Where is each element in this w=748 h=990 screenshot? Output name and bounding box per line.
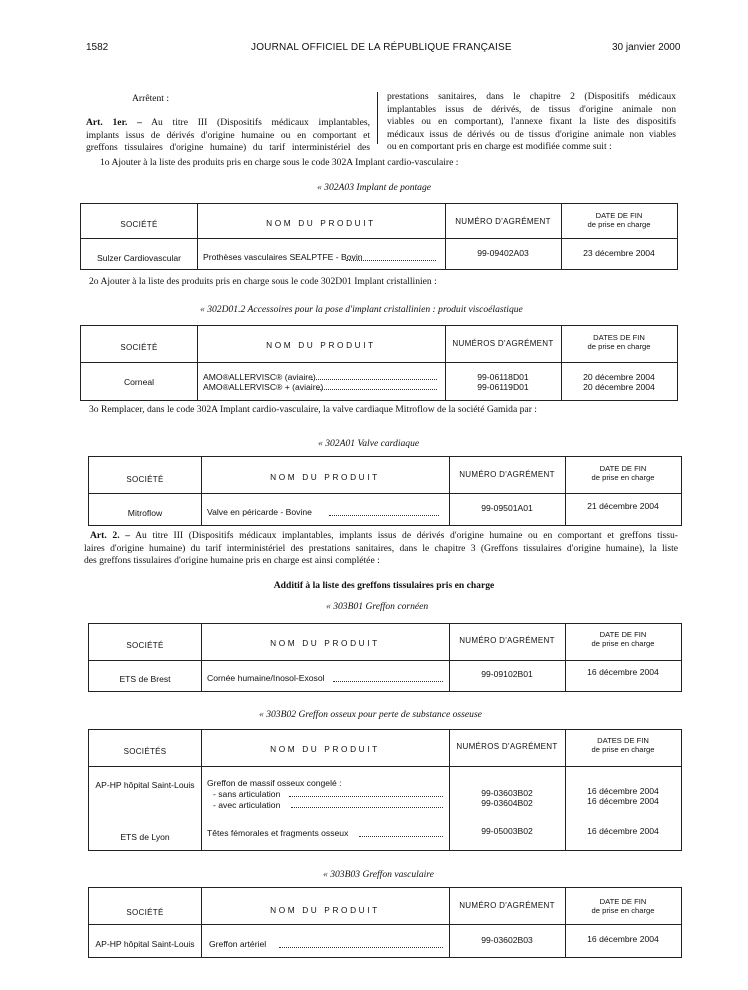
cell-date: 16 décembre 2004	[587, 667, 659, 677]
section1-instruction: 1o Ajouter à la liste des produits pris en charge sous le code 302A Implant cardio-vasculaire :	[100, 157, 459, 168]
table-302d01	[80, 325, 678, 401]
column-divider	[377, 92, 378, 144]
col-header-date	[565, 737, 681, 754]
art1-label: Art. 1er. –	[86, 117, 142, 128]
cell-numero: 99-03603B02	[481, 788, 533, 798]
art1-line	[86, 117, 370, 130]
col-header-societe: SOCIÉTÉ	[120, 343, 158, 352]
leader-dots	[291, 807, 443, 808]
col-header-numero: NUMÉRO D'AGRÉMENT	[459, 901, 555, 910]
additif-title: Additif à la liste des greffons tissulaires pris en charge	[273, 580, 495, 591]
col-header-societe: SOCIÉTÉS	[123, 747, 167, 756]
cell-date: 16 décembre 2004	[587, 826, 659, 836]
section2-code-title: « 302D01.2 Accessoires pour la pose d'implant cristallinien : produit viscoélastique	[200, 304, 523, 315]
cell-produit: Greffon artériel	[209, 939, 267, 949]
cell-numero: 99-09402A03	[477, 248, 529, 258]
leader-dots	[289, 796, 443, 797]
col-header-date	[565, 631, 681, 648]
col-header-numero: NUMÉRO D'AGRÉMENT	[459, 636, 555, 645]
leader-dots	[359, 836, 443, 837]
cell-societe: ETS de Lyon	[120, 832, 170, 842]
cell-produit-title: Greffon de massif osseux congelé :	[207, 778, 342, 788]
table-303b03	[88, 887, 682, 958]
cell-numero: 99-09501A01	[481, 503, 533, 513]
section4-code-title: « 303B01 Greffon cornéen	[326, 601, 429, 612]
col-header-nom: NOM DU PRODUIT	[266, 218, 376, 228]
art2-paragraph	[84, 530, 678, 568]
col-header-nom: NOM DU PRODUIT	[270, 472, 380, 482]
art2-label: Art. 2. –	[90, 530, 131, 541]
col-header-numero: NUMÉROS D'AGRÉMENT	[456, 742, 558, 751]
art1-line: viables ou en comportant), l'annexe fixant la liste des dispositifs	[387, 116, 676, 127]
col-header-date-line1: DATES DE FIN	[597, 736, 649, 745]
section3-instruction: 3o Remplacer, dans le code 302A Implant cardio-vasculaire, la valve cardiaque Mitroflow de la société Gamida par :	[89, 404, 537, 415]
art1-line: implants issus de dérivés d'origine humaine ou en comportant et	[86, 129, 370, 141]
leader-dots	[311, 379, 437, 380]
journal-title: JOURNAL OFFICIEL DE LA RÉPUBLIQUE FRANÇAISE	[251, 42, 512, 53]
col-header-nom: NOM DU PRODUIT	[270, 744, 380, 754]
art1-line: ou en comportant pris en charge est modifiée comme suit :	[387, 141, 612, 152]
cell-societe: ETS de Brest	[119, 674, 171, 684]
col-header-societe: SOCIÉTÉ	[126, 475, 164, 484]
cell-produit: - avec articulation	[213, 800, 281, 810]
table-302a01	[88, 456, 682, 526]
section1-code-title: « 302A03 Implant de pontage	[316, 182, 432, 193]
col-header-date-line2: de prise en charge	[591, 472, 655, 482]
col-header-nom: NOM DU PRODUIT	[270, 638, 380, 648]
col-header-date-line2: de prise en charge	[591, 638, 655, 648]
art1-left-column	[86, 117, 370, 155]
leader-dots	[346, 260, 436, 261]
col-header-numero: NUMÉRO D'AGRÉMENT	[455, 217, 551, 226]
arretent-heading: Arrêtent :	[132, 93, 170, 104]
col-header-date-line1: DATE DE FIN	[599, 630, 647, 639]
cell-produit: Valve en péricarde - Bovine	[207, 507, 312, 517]
leader-dots	[329, 515, 439, 516]
cell-date: 16 décembre 2004	[587, 934, 659, 944]
cell-numero: 99-05003B02	[481, 826, 533, 836]
art1-line: prestations sanitaires, dans le chapitre 2 (Dispositifs médicaux	[387, 91, 676, 102]
cell-societe: AP-HP hôpital Saint-Louis	[95, 939, 195, 949]
leader-dots	[317, 389, 437, 390]
table-302a03	[80, 203, 678, 270]
cell-societe: Corneal	[123, 377, 155, 387]
col-header-date-line2: de prise en charge	[587, 341, 651, 351]
art1-right-column	[387, 91, 676, 154]
col-header-date-line1: DATE DE FIN	[595, 211, 643, 220]
col-header-nom: NOM DU PRODUIT	[270, 905, 380, 915]
section6-code-title: « 303B03 Greffon vasculaire	[323, 869, 434, 880]
col-header-societe: SOCIÉTÉ	[120, 220, 158, 229]
leader-dots	[333, 681, 443, 682]
cell-numero: 99-03604B02	[481, 798, 533, 808]
leader-dots	[279, 947, 443, 948]
col-header-numero: NUMÉROS D'AGRÉMENT	[452, 339, 554, 348]
cell-societe: Sulzer Cardiovascular	[96, 253, 182, 263]
cell-date: 23 décembre 2004	[583, 248, 655, 258]
col-header-societe: SOCIÉTÉ	[126, 641, 164, 650]
cell-numero: 99-09102B01	[481, 669, 533, 679]
cell-date: 21 décembre 2004	[587, 501, 659, 511]
cell-produit: AMO®ALLERVISC® + (aviaire)	[203, 382, 324, 392]
col-header-nom: NOM DU PRODUIT	[266, 340, 376, 350]
cell-produit: Cornée humaine/Inosol-Exosol	[207, 673, 325, 683]
cell-numero: 99-06118D01	[477, 372, 529, 382]
col-header-date	[565, 465, 681, 482]
cell-date: 16 décembre 2004	[587, 786, 659, 796]
art1-line: médicaux issus de dérivés ou de tissus d'origine animale non viables	[387, 128, 676, 140]
col-header-date-line2: de prise en charge	[587, 219, 651, 229]
col-header-numero: NUMÉRO D'AGRÉMENT	[459, 470, 555, 479]
cell-produit: - sans articulation	[213, 789, 281, 799]
table-303b02	[88, 729, 682, 851]
col-header-date-line1: DATE DE FIN	[599, 897, 647, 906]
col-header-societe: SOCIÉTÉ	[126, 908, 164, 917]
col-header-date	[565, 898, 681, 915]
table-303b01	[88, 623, 682, 692]
col-header-date-line2: de prise en charge	[591, 744, 655, 754]
cell-date: 20 décembre 2004	[583, 382, 655, 392]
cell-numero: 99-06119D01	[477, 382, 529, 392]
cell-societe: AP-HP hôpital Saint-Louis	[95, 780, 195, 790]
cell-produit: Prothèses vasculaires SEALPTFE - Bovin	[203, 252, 363, 262]
art1-line-text: Au titre III (Dispositifs médicaux implantables,	[151, 117, 370, 128]
cell-societe: Mitroflow	[127, 508, 163, 518]
cell-date: 20 décembre 2004	[583, 372, 655, 382]
section3-code-title: « 302A01 Valve cardiaque	[318, 438, 420, 449]
art2-line: des greffons tissulaires d'origine humaine pris en charge est ainsi complétée :	[84, 555, 380, 566]
section2-instruction: 2o Ajouter à la liste des produits pris en charge sous le code 302D01 Implant cristallinien :	[89, 276, 437, 287]
cell-produit: Têtes fémorales et fragments osseux	[207, 828, 349, 838]
cell-produit: AMO®ALLERVISC® (aviaire)	[203, 372, 316, 382]
art2-line-text: Au titre III (Dispositifs médicaux implantables, implants issus de dérivés d'origine humaine ou en comportant et greffons tissu-	[135, 530, 678, 541]
header-date: 30 janvier 2000	[612, 42, 681, 53]
page-number: 1582	[86, 42, 109, 53]
col-header-date	[561, 212, 677, 229]
col-header-date-line1: DATES DE FIN	[593, 333, 645, 342]
col-header-date-line1: DATE DE FIN	[599, 464, 647, 473]
section5-code-title: « 303B02 Greffon osseux pour perte de substance osseuse	[259, 709, 482, 720]
art1-line: greffons tissulaires d'origine humaine) du tarif interministériel des	[86, 142, 370, 153]
col-header-date-line2: de prise en charge	[591, 905, 655, 915]
art2-line	[84, 530, 678, 543]
cell-date: 16 décembre 2004	[587, 796, 659, 806]
cell-numero: 99-03602B03	[481, 935, 533, 945]
col-header-date	[561, 334, 677, 351]
art2-line: laires d'origine humaine) du tarif interministériel des prestations sanitaires, dans le chapitre 3 (Greffons tissulaires d'origine humaine), la liste	[84, 542, 678, 554]
art1-line: implantables issus de dérivés, de tissus d'origine animale non	[387, 103, 676, 115]
